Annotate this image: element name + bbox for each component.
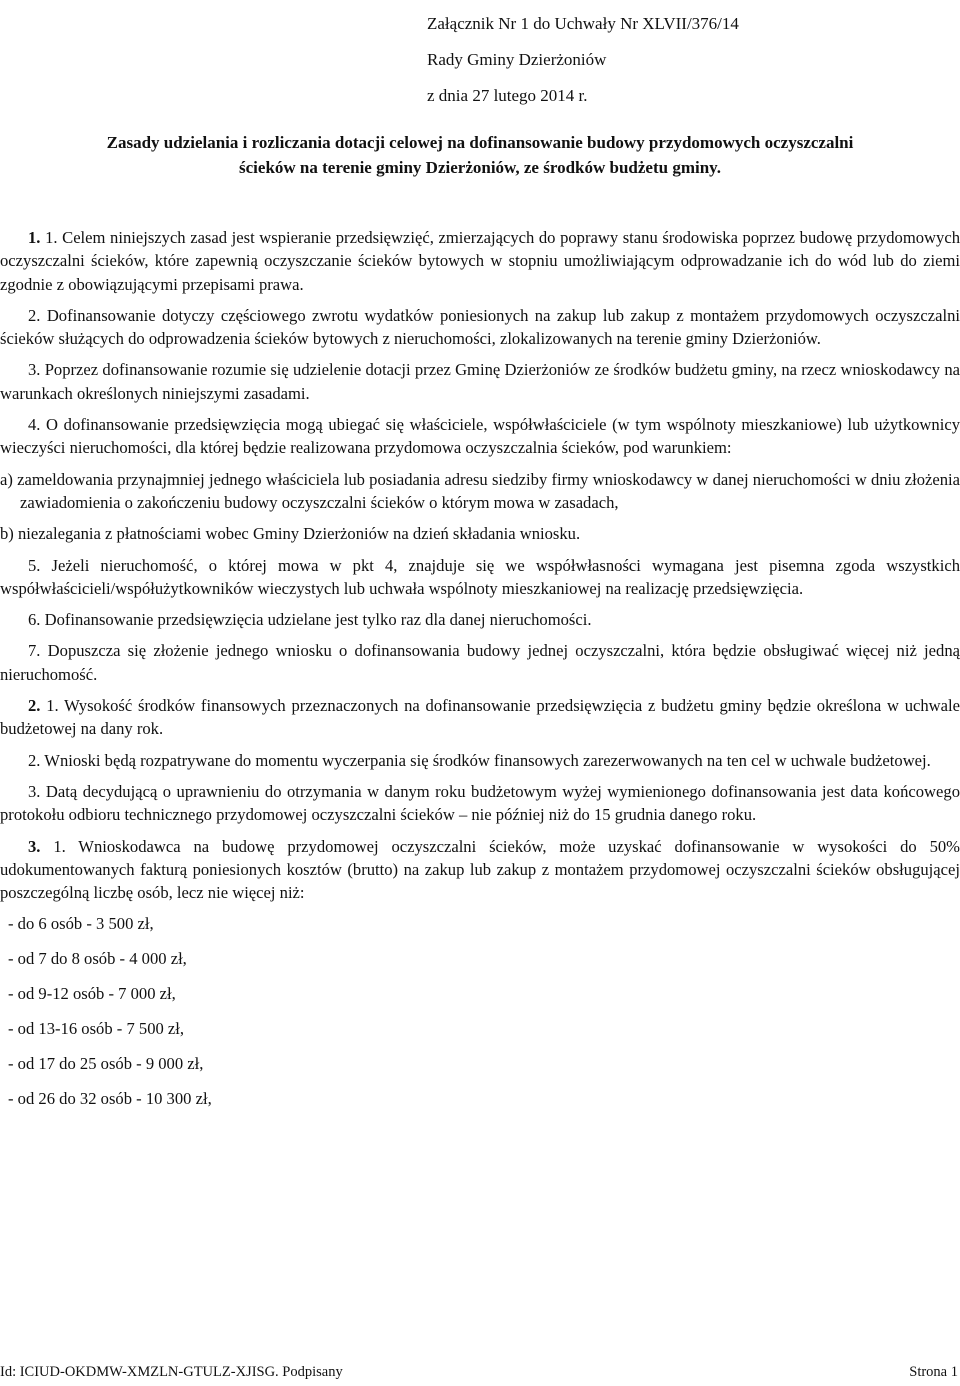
section-1-paragraph-2: 2. Dofinansowanie dotyczy częściowego zwrotu wydatków poniesionych na zakup lub zakup z montażem przydomowych oczyszczalni ścieków służących do odprowadzenia ścieków bytowych z nieruchomości, zlokalizowanych na terenie gminy Dzierżoniów.: [0, 305, 960, 349]
condition-b: b) niezalegania z płatnościami wobec Gminy Dzierżoniów na dzień składania wniosku.: [0, 524, 581, 544]
attachment-header: [427, 6, 739, 114]
list-item: - od 26 do 32 osób - 10 300 zł,: [8, 1088, 212, 1108]
section-1-paragraph-3: 3. Poprzez dofinansowanie rozumie się udzielenie dotacji przez Gminę Dzierżoniów ze środków budżetu gminy, na rzecz wnioskodawcy na warunkach określonych niniejszymi zasadami.: [0, 360, 960, 403]
section-1-marker: 1.: [28, 228, 41, 247]
condition-a: a) zameldowania przynajmniej jednego właściciela lub posiadania adresu siedziby firmy wnioskodawcy w danej nieruchomości w dniu złożenia zawiadomienia o zakończeniu budowy oczyszczalni ścieków o którym mowa w zasadach,: [0, 469, 960, 512]
list-item: - od 13-16 osób - 7 500 zł,: [8, 1019, 185, 1039]
list-item: - od 7 do 8 osób - 4 000 zł,: [8, 949, 187, 969]
section-1-paragraph-1: [0, 226, 960, 296]
subsidy-amount-list: [0, 912, 960, 1110]
section-1-point-1-number: 1.: [45, 228, 58, 247]
section-1-paragraph-7: 7. Dopuszcza się złożenie jednego wniosku o dofinansowania budowy jednej oczyszczalni, która będzie obsługiwać więcej niż jedną nieruchomość.: [0, 641, 960, 684]
section-2-marker: 2.: [28, 696, 41, 716]
header-line-3: z dnia 27 lutego 2014 r.: [427, 86, 588, 105]
header-line-1: Załącznik Nr 1 do Uchwały Nr XLVII/376/14: [427, 14, 739, 33]
section-2-point-1-text: 1. Wysokość środków finansowych przeznaczonych na dofinansowanie przedsięwzięcia z budżetu gminy będzie określona w uchwale budżetowej na dany rok.: [0, 696, 960, 739]
page-number: Strona 1: [909, 1364, 958, 1380]
title-line-2: ścieków na terenie gminy Dzierżoniów, ze środków budżetu gminy.: [239, 158, 721, 177]
document-id: Id: ICIUD-OKDMW-XMZLN-GTULZ-XJISG. Podpisany: [0, 1364, 343, 1380]
section-2-paragraph-3: 3. Datą decydującą o uprawnieniu do otrzymania w danym roku budżetowym wyżej wymienionego dofinansowania jest data końcowego protokołu odbioru technicznego przydomowej oczyszczalni ścieków – nie później niż do 15 grudnia danego roku.: [0, 781, 960, 825]
section-1-point-1-text: Celem niniejszych zasad jest wspieranie przedsięwzięć, zmierzających do poprawy stanu środowiska poprzez budowę przydomowych oczyszczalni ścieków, które zapewnią oczyszczanie ścieków bytowych w stopniu umożliwiającym odprowadzanie ich do wód lub do ziemi zgodnie z obowiązującymi przepisami prawa.: [0, 228, 960, 294]
list-item: - od 9-12 osób - 7 000 zł,: [8, 984, 176, 1004]
section-1-paragraph-6: 6. Dofinansowanie przedsięwzięcia udzielane jest tylko raz dla danej nieruchomości.: [28, 610, 592, 630]
section-3-point-1-text: 1. Wnioskodawca na budowę przydomowej oczyszczalni ścieków, może uzyskać dofinansowanie w wysokości do 50% udokumentowanych fakturą poniesionych kosztów (brutto) na zakup lub zakup z montażem przydomowej oczyszczalni ścieków obsługującej poszczególną liczbę osób, lecz nie więcej niż:: [0, 836, 960, 903]
section-1-paragraph-5: 5. Jeżeli nieruchomość, o której mowa w pkt 4, znajduje się we współwłasności wymagana jest pisemna zgoda wszystkich współwłaścicieli/współużytkowników wieczystych lub uchwała wspólnoty mieszkaniowej na realizację przedsięwzięcia.: [0, 555, 960, 598]
list-item: - od 17 do 25 osób - 9 000 zł,: [8, 1053, 204, 1073]
section-2-paragraph-2: 2. Wnioski będą rozpatrywane do momentu wyczerpania się środków finansowych zarezerwowanych na ten cel w uchwale budżetowej.: [28, 750, 931, 770]
title-line-1: Zasady udzielania i rozliczania dotacji celowej na dofinansowanie budowy przydomowych oczyszczalni: [106, 133, 854, 152]
header-line-2: Rady Gminy Dzierżoniów: [427, 50, 607, 69]
section-3-paragraph-1: [0, 835, 960, 905]
section-2-paragraph-1: [0, 694, 960, 741]
section-3-marker: 3.: [28, 836, 41, 856]
list-item: - do 6 osób - 3 500 zł,: [8, 914, 154, 934]
document-title: [0, 130, 960, 180]
section-1-paragraph-4: 4. O dofinansowanie przedsięwzięcia mogą ubiegać się właściciele, współwłaściciele (w tym wspólnoty mieszkaniowe) lub użytkownicy wieczyści nieruchomości, dla której będzie realizowana przydomowa oczyszczalnia ścieków, pod warunkiem:: [0, 415, 960, 458]
document-body: [0, 226, 960, 1122]
